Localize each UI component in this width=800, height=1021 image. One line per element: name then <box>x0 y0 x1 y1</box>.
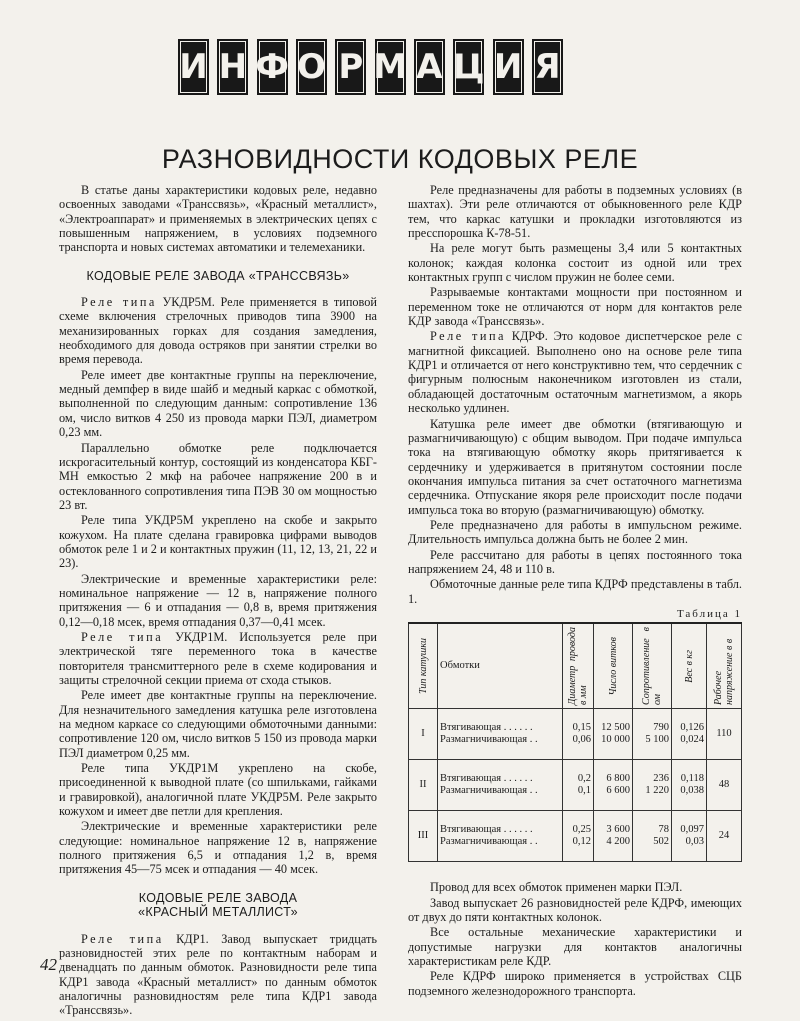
right-column <box>408 183 742 999</box>
header-label: Диаметр провода в мм <box>567 627 589 706</box>
cell-weight <box>672 811 707 862</box>
cell-value: 0,25 <box>572 824 591 836</box>
cell-value: 0,097 <box>680 824 704 836</box>
banner-letter: Я <box>532 39 563 95</box>
cell-value: 0,12 <box>572 836 591 848</box>
cell-value: 236 <box>653 773 669 785</box>
paragraph: Реле типа УКДР1М укреплено на скобе, присоединенной к выводной плате (со шпильками, гайками и гравировкой), аналогичной плате УКДР5М. Реле закрыто кожухом и имеет две петли для крепления. <box>59 761 377 819</box>
cell-value: 6 600 <box>606 785 630 797</box>
section-heading-krasny-metallist <box>59 891 377 920</box>
paragraph <box>59 630 377 687</box>
cell-value: 3 600 <box>606 824 630 836</box>
cell-windings <box>438 811 563 862</box>
cell-weight <box>672 760 707 811</box>
table-row <box>409 811 742 862</box>
paragraph: Реле КДРФ широко применяется в устройствах СЦБ подземного железнодорожного транспорта. <box>408 969 742 998</box>
cell-resistance <box>633 760 672 811</box>
paragraph: Параллельно обмотке реле подключается искрогасительный контур, состоящий из конденсатора КБГ-МН емкостью 2 мкф на рабочее напряжение 200 в и остеклованного сопротивления типа ПЭВ 30 ом мощностью 23 вт. <box>59 440 377 512</box>
cell-value: 6 800 <box>606 773 630 785</box>
paragraph: Провод для всех обмоток применен марки ПЭЛ. <box>430 880 683 895</box>
cell-value: 0,126 <box>680 722 704 734</box>
header-voltage <box>707 623 742 709</box>
cell-weight <box>672 709 707 760</box>
banner-letter: Ф <box>257 39 288 95</box>
article-title: РАЗНОВИДНОСТИ КОДОВЫХ РЕЛЕ <box>161 144 639 174</box>
cell-type: I <box>409 709 438 760</box>
paragraph: Все остальные механические характеристики и допустимые нагрузки для контактов аналогичны характеристикам реле КДР. <box>408 925 742 969</box>
header-label: Обмотки <box>440 660 480 672</box>
cell-value: 0,118 <box>680 773 704 785</box>
paragraph: Разрываемые контактами мощности при постоянном и переменном токе не отличаются от норм для контактов реле КДР завода «Транссвязь». <box>408 285 742 329</box>
cell-value: 0,03 <box>685 836 704 848</box>
table-row <box>409 760 742 811</box>
table-row <box>409 709 742 760</box>
paragraph: Электрические и временные характеристики реле: номинальное напряжение — 12 в, напряжение полного притяжения — 6 и отпадания — 0,8 в, время притяжения 0,12—0,18 мсек, время отпадания 0,37—0,41 мсек. <box>59 571 377 629</box>
cell-value: 78 <box>658 824 669 836</box>
winding-name: Размагничивающая . . <box>440 734 538 746</box>
left-column <box>59 183 377 1019</box>
cell-windings <box>438 709 563 760</box>
cell-type: II <box>409 760 438 811</box>
cell-value: 4 200 <box>606 836 630 848</box>
paragraph: Реле предназначено для работы в импульсном режиме. Длительность импульса должна быть не более 2 мин. <box>408 517 742 547</box>
header-resistance <box>633 623 672 709</box>
banner-letter: Н <box>217 39 248 95</box>
cell-voltage: 24 <box>707 811 742 862</box>
relay-type-lead: Реле типа <box>430 329 507 344</box>
cell-diameter <box>563 709 594 760</box>
banner-letter: И <box>493 39 524 95</box>
paragraph: Завод выпускает 26 разновидностей реле КДРФ, имеющих от двух до пяти контактных колонок. <box>408 895 742 924</box>
cell-value: 0,024 <box>680 734 704 746</box>
paragraph-text: УКДР1М. Используется реле при электрической тяге переменного тока в качестве повторителя трансмиттерного реле в схеме кодирования и защиты стрелочной секции приема от схода стыков. <box>59 629 377 687</box>
cell-value: 0,2 <box>577 773 591 785</box>
table-header-row <box>409 623 742 709</box>
paragraph-text: УКДР5М. Реле применяется в типовой схеме включения стрелочных приводов типа 3900 на механизированных горках для создания замедления, необходимого для довода остряков при занятии стрелки во время перевода. <box>59 295 378 367</box>
cell-value: 0,15 <box>572 722 591 734</box>
banner-letter: А <box>414 39 445 95</box>
paragraph: Реле предназначены для работы в подземных условиях (в шахтах). Эти реле отличаются от обыкновенного реле КДР тем, что каркас катушки и прокладки изготовляются из пресспорошка К-78-51. <box>408 183 742 241</box>
header-label: Рабочее напряжение в в <box>713 639 735 706</box>
cell-turns <box>594 811 633 862</box>
winding-name: Втягивающая . . . . . . <box>440 773 533 785</box>
cell-diameter <box>563 811 594 862</box>
cell-voltage: 110 <box>707 709 742 760</box>
cell-value: 790 <box>653 722 669 734</box>
header-label: Тип катушки <box>417 638 429 695</box>
cell-diameter <box>563 760 594 811</box>
relay-type-lead: Реле типа <box>81 931 164 946</box>
header-turns <box>594 623 633 709</box>
section-heading-transsvyaz: КОДОВЫЕ РЕЛЕ ЗАВОДА «ТРАНССВЯЗЬ» <box>86 268 350 283</box>
header-windings <box>438 623 563 709</box>
cell-resistance <box>633 709 672 760</box>
winding-name: Размагничивающая . . <box>440 836 538 848</box>
table-caption: Таблица 1 <box>676 607 742 620</box>
cell-value: 0,06 <box>572 734 591 746</box>
cell-turns <box>594 760 633 811</box>
paragraph: Реле имеет две контактные группы на переключение. Для незначительного замедления катушка реле изготовлена на медном каркасе со следующими обмоточными данными: сопротивление 120 ом, число витков 5 150 из провода марки ПЭЛ диаметром 0,25 мм. <box>59 688 377 760</box>
winding-data-table <box>408 622 742 862</box>
header-label: Сопротивление в ом <box>641 627 663 706</box>
cell-voltage: 48 <box>707 760 742 811</box>
intro-paragraph: В статье даны характеристики кодовых реле, недавно освоенных заводами «Транссвязь», «Красный металлист», «Электроаппарат» и применяемых в электрических цепях с повышенным напряжением, в условиях подземного транспорта и новых системах автоматики и телемеханики. <box>59 183 377 255</box>
cell-windings <box>438 760 563 811</box>
winding-name: Втягивающая . . . . . . <box>440 722 533 734</box>
paragraph <box>408 329 742 415</box>
cell-turns <box>594 709 633 760</box>
paragraph: Реле рассчитано для работы в цепях постоянного тока напряжением 24, 48 и 110 в. <box>408 547 742 576</box>
header-label: Вес в кг <box>683 649 695 683</box>
heading-line: «КРАСНЫЙ МЕТАЛЛИСТ» <box>138 905 298 920</box>
banner-letter: М <box>375 39 406 95</box>
section-banner <box>178 38 563 96</box>
cell-value: 1 220 <box>645 785 669 797</box>
winding-name: Втягивающая . . . . . . <box>440 824 533 836</box>
paragraph <box>59 932 377 1018</box>
paragraph <box>59 295 377 367</box>
paragraph-text: КДР1. Завод выпускает тридцать разновидностей этих реле по контактным наборам и двенадцать по данным обмоток. Разновидности реле типа КДР1 завода «Красный металлист» по данным обмоток аналогичны разновидностям реле типа КДР1 завода «Транссвязь». <box>59 931 378 1018</box>
paragraph: Обмоточные данные реле типа КДРФ представлены в табл. 1. <box>408 577 742 606</box>
header-label: Число витков <box>607 637 619 696</box>
paragraph: Катушка реле имеет две обмотки (втягивающую и размагничивающую) с общим выводом. При подаче импульса тока на втягивающую обмотку якорь притягивается к сердечнику и удерживается в притянутом состоянии после окончания импульса питания за счет остаточного магнетизма сердечника. Отпускание якоря реле происходит после подачи импульса тока во вторую (размагничивающую) обмотку. <box>408 416 742 517</box>
paragraph: Реле типа УКДР5М укреплено на скобе и закрыто кожухом. На плате сделана гравировка цифрами выводов обмоток реле 1 и 2 и контактных пружин (11, 12, 13, 21, 22 и 23). <box>59 513 377 571</box>
cell-value: 0,1 <box>577 785 591 797</box>
header-diameter <box>563 623 594 709</box>
header-weight <box>672 623 707 709</box>
banner-letter: И <box>178 39 209 95</box>
cell-value: 12 500 <box>601 722 630 734</box>
paragraph: Электрические и временные характеристики реле следующие: номинальное напряжение 12 в, напряжение полного притяжения 6,5 и отпадания 1,2 в, время притяжения 45—75 мсек и отпадания — 40 мсек. <box>59 819 377 877</box>
paragraph: На реле могут быть размещены 3,4 или 5 контактных колонок; каждая колонка состоит из одной или трех контактных групп с числом пружин не более семи. <box>408 241 742 285</box>
relay-type-lead: Реле типа <box>81 295 157 310</box>
paragraph: Реле имеет две контактные группы на переключение, медный демпфер в виде шайб и медный каркас с обмоткой, выполненной по следующим данным: сопротивление 136 ом, число витков 4 250 из провода марки ПЭЛ, диаметром 0,23 мм. <box>59 367 377 440</box>
header-type <box>409 623 438 709</box>
winding-name: Размагничивающая . . <box>440 785 538 797</box>
paragraph-text: КДРФ. Это кодовое диспетчерское реле с магнитной фиксацией. Выполнено оно на основе реле типа КДР1 и отличается от него конструктивно тем, что сердечник с фигурным полюсным наконечником изготовлен из стали, обладающей достаточным остаточным магнетизмом, а якорь несколько удлинен. <box>408 329 742 416</box>
cell-value: 0,038 <box>680 785 704 797</box>
cell-value: 5 100 <box>645 734 669 746</box>
banner-letter: Ц <box>453 39 484 95</box>
cell-type: III <box>409 811 438 862</box>
cell-value: 10 000 <box>601 734 630 746</box>
page-number: 42 <box>40 955 57 974</box>
banner-letter: Р <box>335 39 366 95</box>
cell-value: 502 <box>653 836 669 848</box>
heading-line: КОДОВЫЕ РЕЛЕ ЗАВОДА <box>138 890 298 905</box>
relay-type-lead: Реле типа <box>81 629 164 644</box>
banner-letter: О <box>296 39 327 95</box>
cell-resistance <box>633 811 672 862</box>
